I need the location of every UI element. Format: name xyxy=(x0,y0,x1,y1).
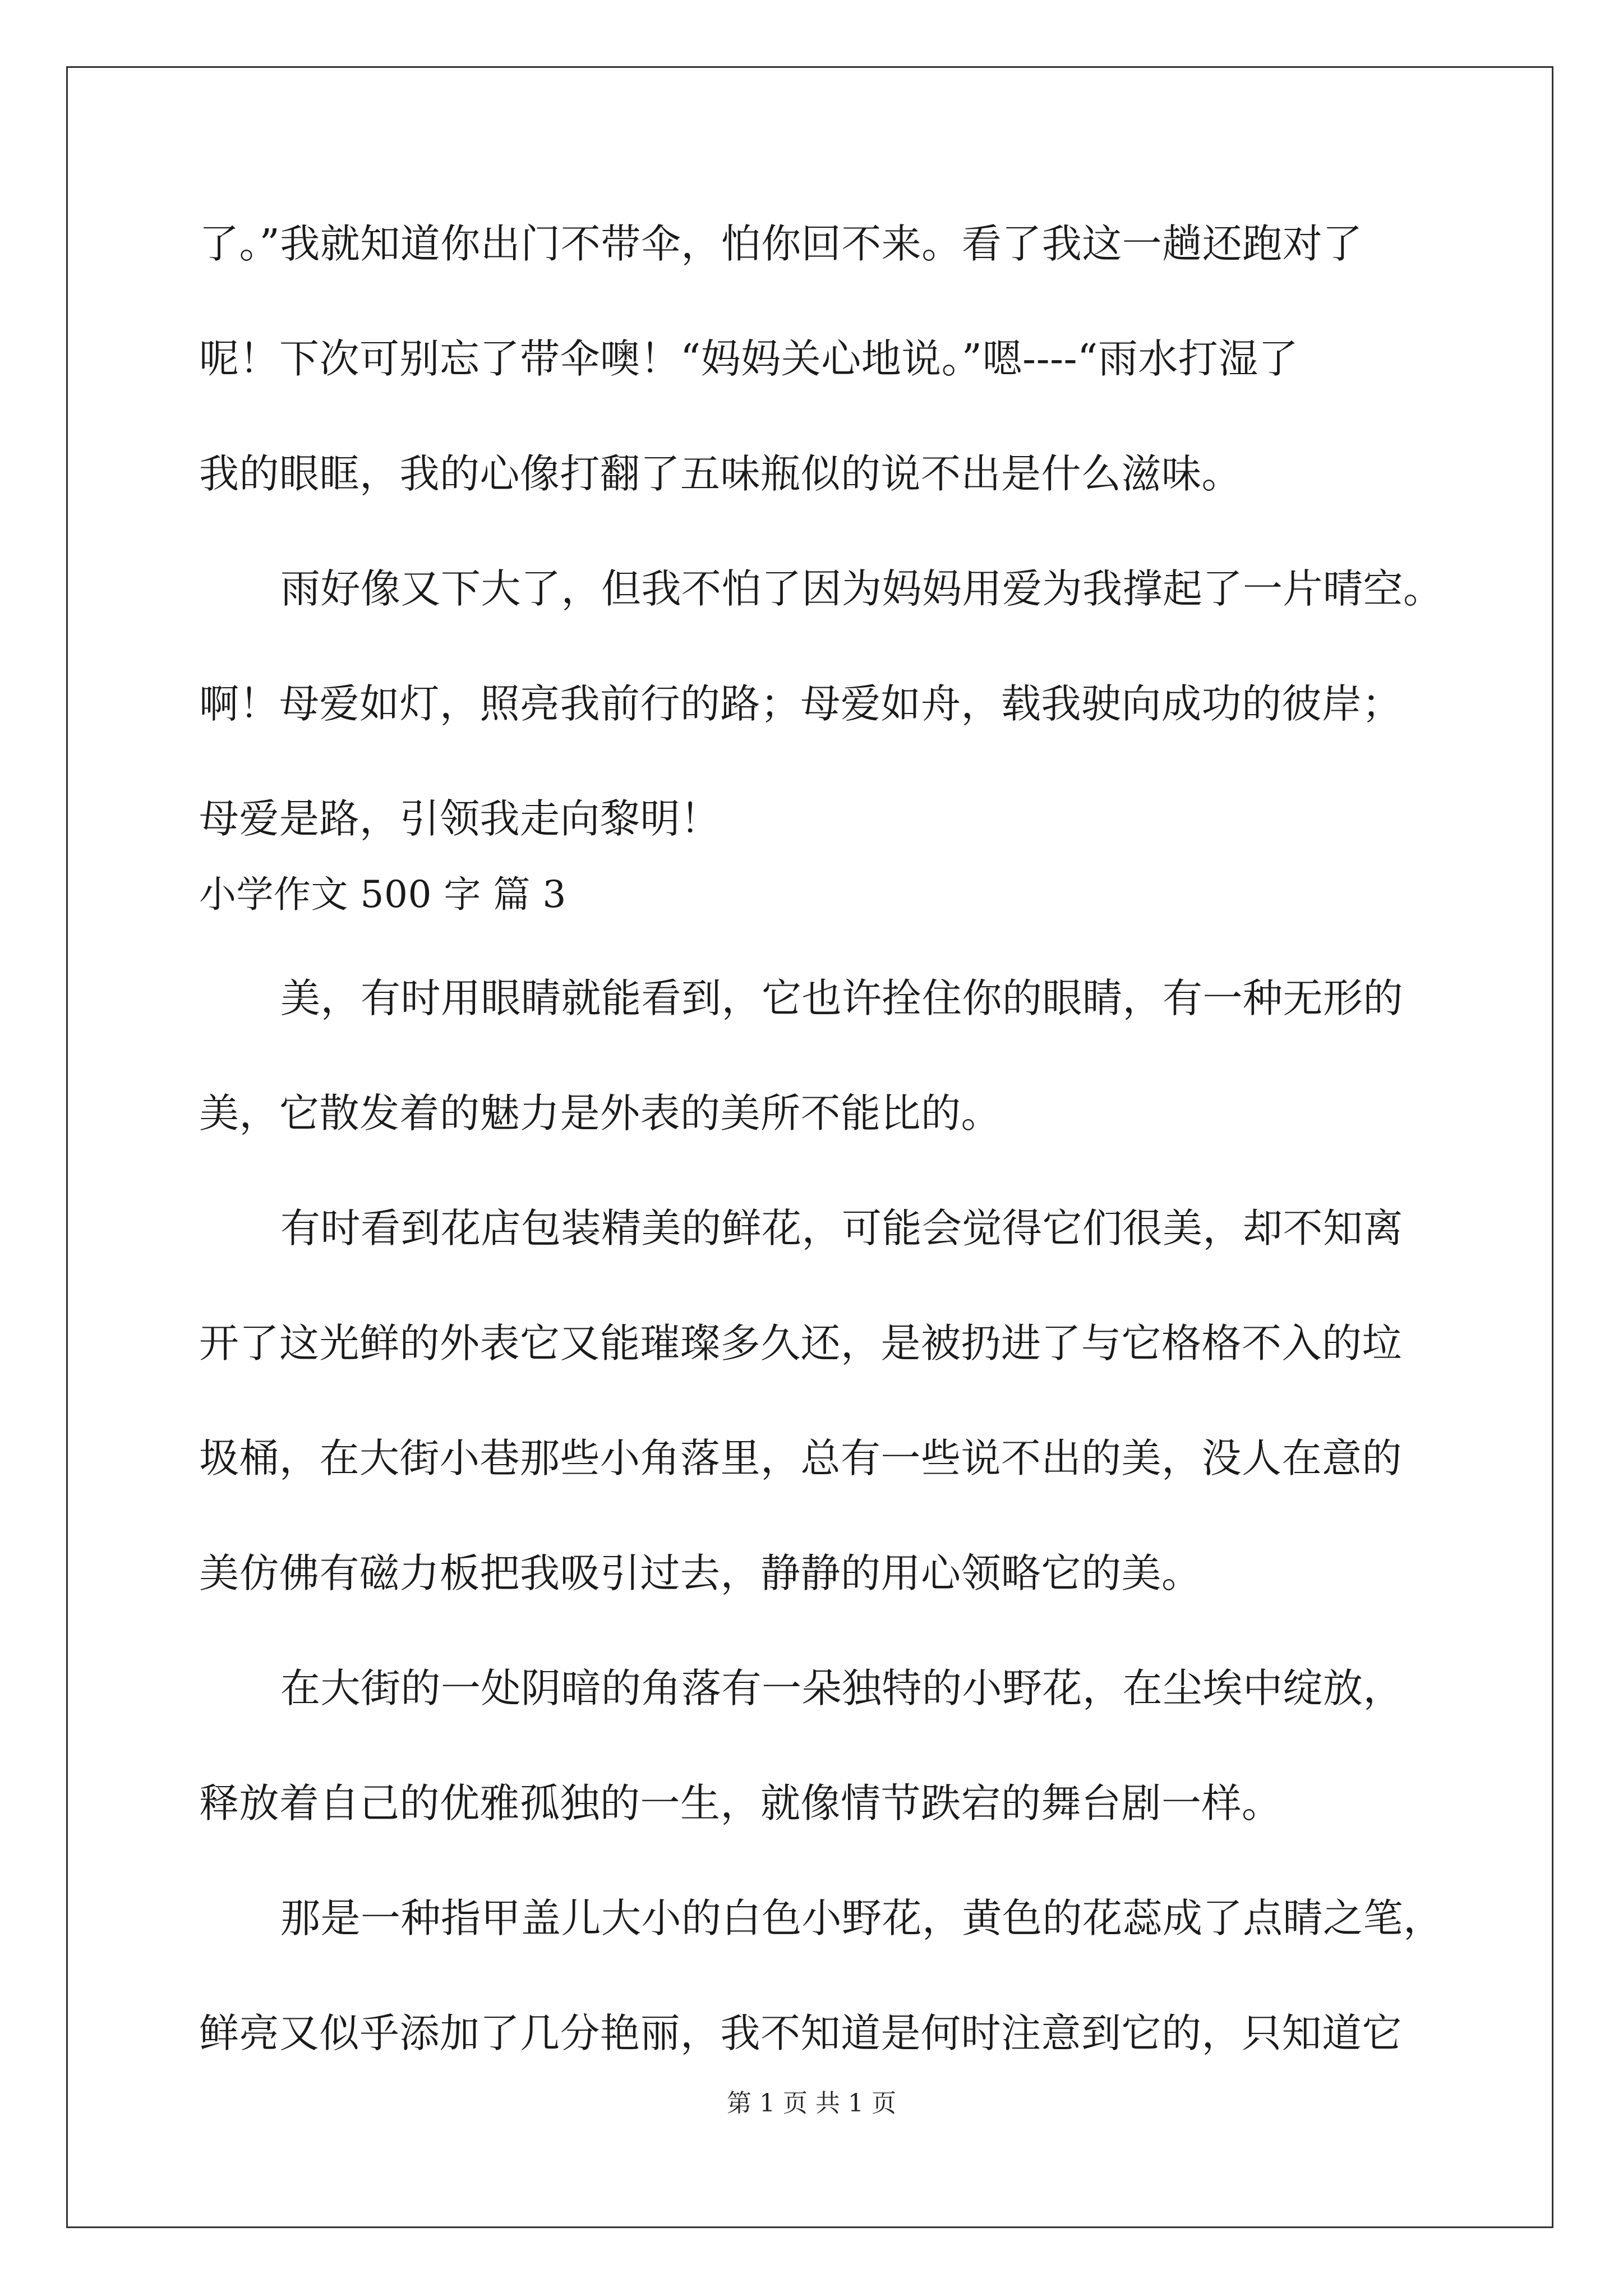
text-line: 呢！下次可别忘了带伞噢！“妈妈关心地说。”嗯----“雨水打湿了 xyxy=(199,335,1299,382)
text-line: 美仿佛有磁力板把我吸引过去，静静的用心领略它的美。 xyxy=(199,1550,1202,1596)
section-heading: 小学作文 500 字 篇 3 xyxy=(199,873,566,916)
paragraph-first-line: 那是一种指甲盖儿大小的白色小野花，黄色的花蕊成了点睛之笔， xyxy=(280,1895,1444,1941)
text-line: 我的眼眶，我的心像打翻了五味瓶似的说不出是什么滋味。 xyxy=(199,450,1242,497)
text-line: 开了这光鲜的外表它又能璀璨多久还，是被扔进了与它格格不入的垃 xyxy=(199,1320,1403,1366)
text-line: 了。”我就知道你出门不带伞，怕你回不来。看了我这一趟还跑对了 xyxy=(199,220,1363,267)
text-line: 释放着自己的优雅孤独的一生，就像情节跌宕的舞台剧一样。 xyxy=(199,1780,1282,1826)
paragraph-first-line: 美，有时用眼睛就能看到，它也许拴住你的眼睛，有一种无形的 xyxy=(280,975,1404,1022)
text-line: 鲜亮又似乎添加了几分艳丽，我不知道是何时注意到它的，只知道它 xyxy=(199,2010,1403,2056)
text-line: 圾桶，在大街小巷那些小角落里，总有一些说不出的美，没人在意的 xyxy=(199,1435,1403,1481)
paragraph-first-line: 在大街的一处阴暗的角落有一朵独特的小野花，在尘埃中绽放， xyxy=(280,1665,1404,1711)
paragraph-first-line: 有时看到花店包装精美的鲜花，可能会觉得它们很美，却不知离 xyxy=(280,1205,1404,1251)
page-footer: 第 1 页 共 1 页 xyxy=(727,2089,896,2118)
text-line: 美，它散发着的魅力是外表的美所不能比的。 xyxy=(199,1090,1002,1137)
text-line: 母爱是路，引领我走向黎明！ xyxy=(199,795,721,842)
paragraph-first-line: 雨好像又下大了，但我不怕了因为妈妈用爱为我撑起了一片晴空。 xyxy=(280,565,1444,612)
text-line: 啊！母爱如灯，照亮我前行的路；母爱如舟，载我驶向成功的彼岸； xyxy=(199,680,1403,727)
